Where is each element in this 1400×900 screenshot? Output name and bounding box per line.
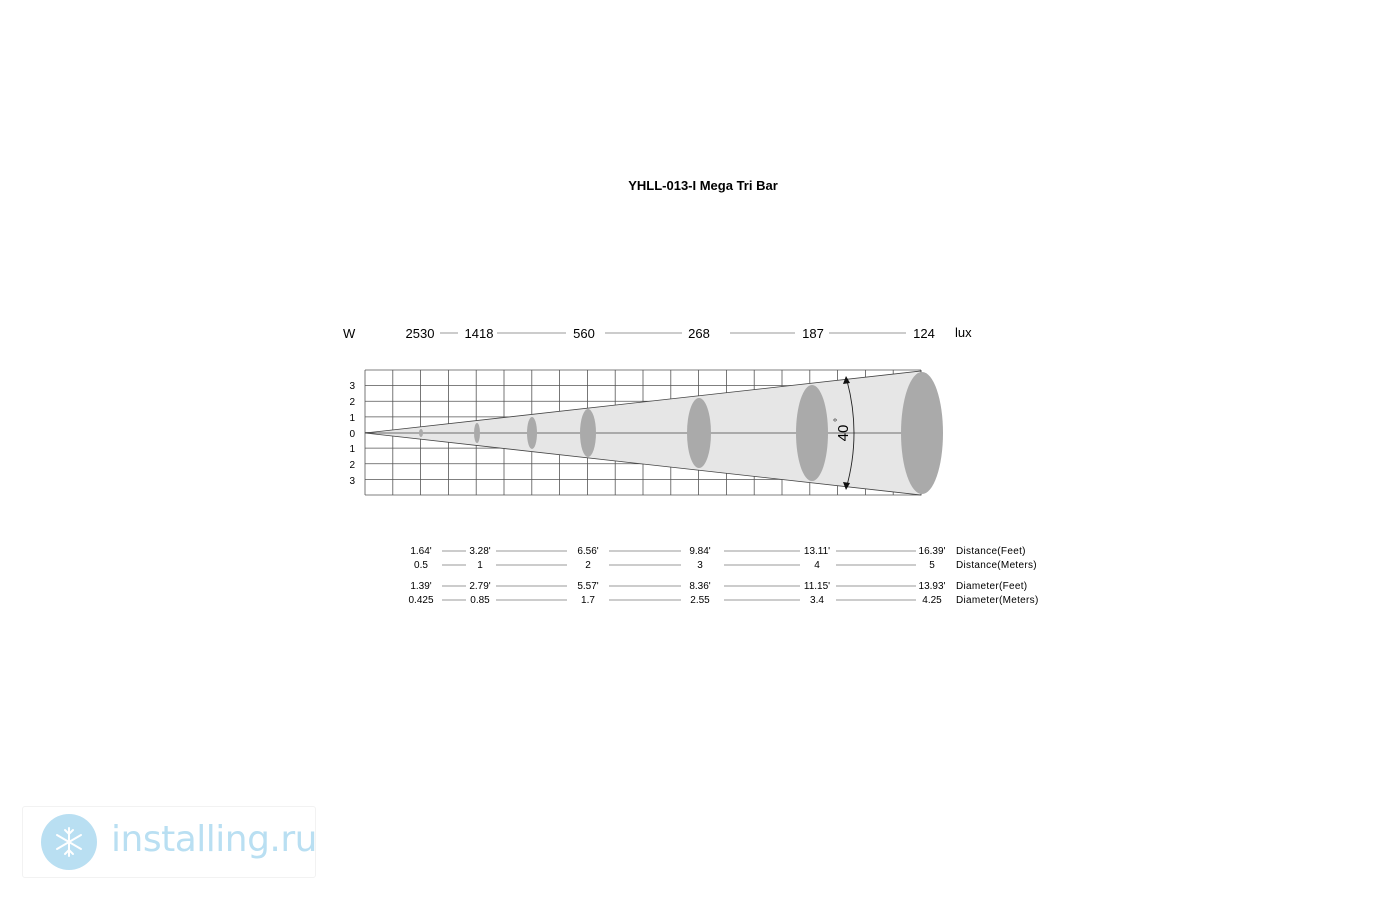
y-tick-label: 2 — [349, 460, 355, 471]
lux-value: 268 — [688, 326, 710, 341]
beam-cross-section — [474, 423, 480, 443]
beam-cross-section — [527, 417, 537, 449]
table-cell: 1.39' — [410, 581, 432, 592]
table-row-label: Distance(Meters) — [956, 560, 1037, 571]
y-tick-label: 2 — [349, 397, 355, 408]
table-cell: 9.84' — [689, 546, 711, 557]
beam-angle-label: 40 — [835, 424, 852, 442]
table-cell: 13.11' — [803, 546, 831, 557]
y-tick-label: 1 — [349, 413, 355, 424]
lux-value: 2530 — [405, 326, 435, 341]
watermark — [22, 806, 316, 878]
table-row-label: Diameter(Meters) — [956, 595, 1039, 606]
table-cell: 3.28' — [469, 546, 491, 557]
lux-value: 124 — [913, 326, 935, 341]
table-cell: 5.57' — [577, 581, 599, 592]
table-cell: 1.64' — [410, 546, 432, 557]
beam-cross-section — [796, 385, 828, 481]
header-left-label: W — [343, 326, 356, 341]
lux-value: 560 — [573, 326, 595, 341]
snowflake-cloud-logo-icon — [40, 813, 98, 871]
lux-value: 187 — [802, 326, 824, 341]
table-row-label: Diameter(Feet) — [956, 581, 1028, 592]
table-row-label: Distance(Feet) — [956, 546, 1026, 557]
table-cell: 0.5 — [414, 560, 428, 571]
table-cell: 1 — [477, 560, 483, 571]
beam-cross-section — [901, 372, 943, 494]
table-cell: 3 — [697, 560, 703, 571]
y-tick-label: 3 — [349, 381, 355, 392]
lux-value: 1418 — [464, 326, 494, 341]
lux-unit-label: lux — [955, 325, 972, 340]
table-cell: 13.93' — [918, 581, 946, 592]
table-cell: 0.85 — [470, 595, 490, 606]
table-cell: 16.39' — [918, 546, 946, 557]
table-cell: 4.25 — [922, 595, 942, 606]
table-cell: 2 — [585, 560, 591, 571]
table-cell: 2.79' — [469, 581, 491, 592]
degree-symbol: ° — [833, 418, 844, 422]
beam-cross-section — [580, 409, 596, 457]
y-tick-label: 1 — [349, 444, 355, 455]
table-cell: 6.56' — [577, 546, 599, 557]
watermark-text: installing.ru — [111, 819, 317, 860]
table-cell: 2.55 — [690, 595, 710, 606]
diagram-title: YHLL-013-I Mega Tri Bar — [628, 178, 778, 193]
table-cell: 3.4 — [810, 595, 824, 606]
table-cell: 1.7 — [581, 595, 595, 606]
table-cell: 8.36' — [689, 581, 711, 592]
table-cell: 5 — [929, 560, 935, 571]
table-cell: 11.15' — [803, 581, 831, 592]
beam-cross-section — [687, 398, 711, 468]
y-tick-label: 0 — [349, 429, 355, 440]
table-cell: 0.425 — [408, 595, 434, 606]
table-cell: 4 — [814, 560, 820, 571]
beam-cross-section — [419, 429, 423, 437]
y-tick-label: 3 — [349, 476, 355, 487]
